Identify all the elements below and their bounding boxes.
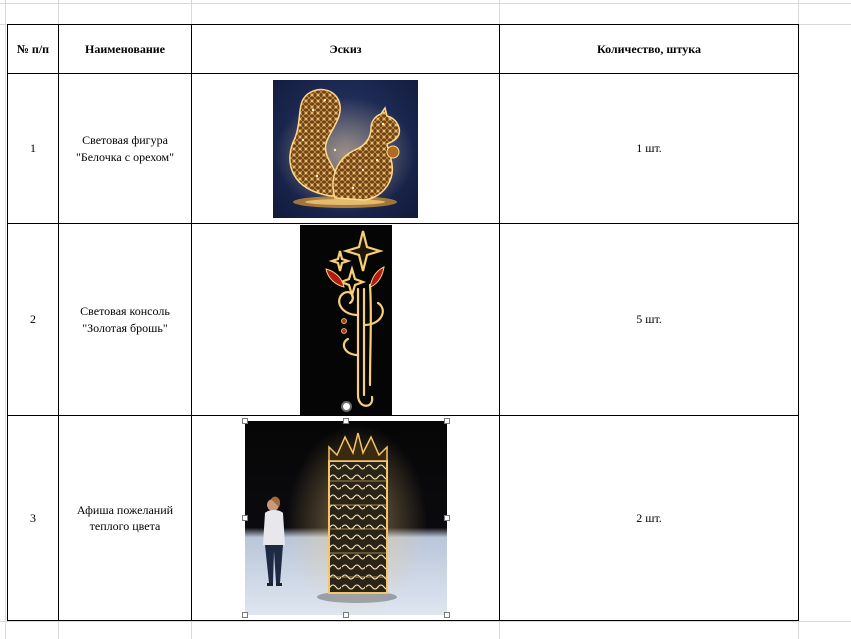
header-name[interactable]: Наименование <box>59 25 192 74</box>
resize-handle-left[interactable] <box>242 515 248 521</box>
sheet-gridline <box>5 0 6 639</box>
squirrel-light-figure-image[interactable] <box>273 80 418 218</box>
row-sketch-cell[interactable] <box>192 416 500 621</box>
table-header-row <box>8 25 799 74</box>
resize-handle-bottom[interactable] <box>343 612 349 618</box>
resize-handle-bottom-left[interactable] <box>242 612 248 618</box>
resize-handle-top-right[interactable] <box>444 418 450 424</box>
row-name-line: Световая консоль <box>80 304 170 319</box>
row-sketch-cell[interactable] <box>192 224 500 416</box>
row-name-line: теплого цвета <box>89 519 161 533</box>
row-name-line: Световая фигура <box>82 133 168 148</box>
header-quantity[interactable]: Количество, штука <box>500 25 799 74</box>
row-quantity-cell[interactable]: 5 шт. <box>500 224 799 416</box>
row-name-line: "Белочка с орехом" <box>75 149 175 164</box>
warm-wishes-poster-image[interactable] <box>245 421 447 615</box>
golden-brooch-console-image[interactable] <box>300 225 392 415</box>
sheet-gridline <box>0 621 851 622</box>
row-name-cell[interactable] <box>59 416 192 621</box>
rotate-handle-icon[interactable] <box>341 401 352 412</box>
row-sketch-cell[interactable] <box>192 74 500 224</box>
row-name-line: "Золотая брошь" <box>82 320 168 335</box>
header-number[interactable]: № п/п <box>8 25 59 74</box>
table-row <box>8 74 799 224</box>
brooch-illustration <box>300 225 392 415</box>
row-name-line: Афиша пожеланий <box>76 502 174 517</box>
poster-column-illustration <box>245 421 447 615</box>
row-number-cell[interactable]: 3 <box>8 416 59 621</box>
resize-handle-top[interactable] <box>343 418 349 424</box>
row-name-cell[interactable] <box>59 224 192 416</box>
resize-handle-bottom-right[interactable] <box>444 612 450 618</box>
table-row <box>8 416 799 621</box>
row-number-cell[interactable]: 2 <box>8 224 59 416</box>
row-name-cell[interactable] <box>59 74 192 224</box>
resize-handle-right[interactable] <box>444 515 450 521</box>
items-table <box>7 24 799 621</box>
resize-handle-top-left[interactable] <box>242 418 248 424</box>
sheet-gridline <box>0 3 851 4</box>
row-quantity-cell[interactable]: 2 шт. <box>500 416 799 621</box>
header-sketch[interactable]: Эскиз <box>192 25 500 74</box>
squirrel-illustration <box>273 80 418 218</box>
table-row <box>8 224 799 416</box>
person-figure <box>263 497 285 586</box>
row-number-cell[interactable]: 1 <box>8 74 59 224</box>
row-quantity-cell[interactable]: 1 шт. <box>500 74 799 224</box>
